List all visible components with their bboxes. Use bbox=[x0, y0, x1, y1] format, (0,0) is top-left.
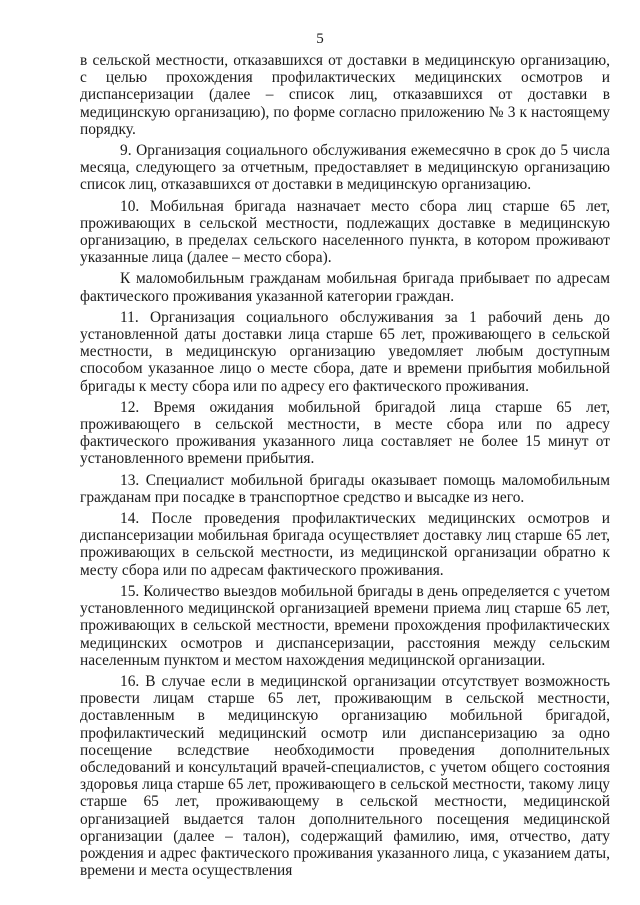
paragraph-14: 14. После проведения профилактических медицинских осмотров и диспансеризации мобильная бригада осуществляет доставку лиц старше 65 лет, проживающих в сельской местности, из медицинской организации обратно к месту сбора или по адресам фактического проживания. bbox=[80, 510, 610, 579]
paragraph-15: 15. Количество выездов мобильной бригады в день определяется с учетом установленного медицинской организацией времени приема лиц старше 65 лет, проживающих в сельской местности, времени прохождения профилактических медицинских осмотров и диспансеризации, расстояния между сельским населенным пунктом и местом нахождения медицинской организации. bbox=[80, 582, 610, 669]
paragraph-9: 9. Организация социального обслуживания ежемесячно в срок до 5 числа месяца, следующего за отчетным, предоставляет в медицинскую организацию список лиц, отказавшихся от доставки в медицинскую организацию. bbox=[80, 142, 610, 194]
document-body bbox=[80, 52, 610, 879]
paragraph-10: 10. Мобильная бригада назначает место сбора лиц старше 65 лет, проживающих в сельской местности, подлежащих доставке в медицинскую организацию, в пределах сельского населенного пункта, в котором проживают указанные лица (далее – место сбора). bbox=[80, 197, 610, 267]
paragraph-10-low-mobility: К маломобильным гражданам мобильная бригада прибывает по адресам фактического проживания указанной категории граждан. bbox=[80, 270, 610, 305]
paragraph-16: 16. В случае если в медицинской организации отсутствует возможность провести лицам старше 65 лет, проживающим в сельской местности, доставленным в медицинскую организацию мобильной бригадой, профилактический медицинский осмотр или диспансеризацию за одно посещение вследствие необходимости проведения дополнительных обследований и консультаций врачей-специалистов, с учетом общего состояния здоровья лица старше 65 лет, проживающего в сельской местности, такому лицу старше 65 лет, проживающему в сельской местности, медицинской организацией выдается талон дополнительного посещения медицинской организации (далее – талон), содержащий фамилию, имя, отчество, дату рождения и адрес фактического проживания указанного лица, с указанием даты, времени и места осуществления bbox=[80, 672, 610, 880]
paragraph-12: 12. Время ожидания мобильной бригадой лица старше 65 лет, проживающего в сельской местности, в месте сбора или по адресу фактического проживания указанного лица составляет не более 15 минут от установленного времени прибытия. bbox=[80, 398, 610, 468]
paragraph-continued: в сельской местности, отказавшихся от доставки в медицинскую организацию, с целью прохождения профилактических медицинских осмотров и диспансеризации (далее – список лиц, отказавшихся от доставки в медицинскую организацию), по форме согласно приложению № 3 к настоящему порядку. bbox=[80, 52, 610, 138]
paragraph-11: 11. Организация социального обслуживания за 1 рабочий день до установленной даты доставки лица старше 65 лет, проживающего в сельской местности, в медицинскую организацию уведомляет любым доступным способом указанное лицо о месте сбора, дате и времени прибытия мобильной бригады к месту сбора или по адресу его фактического проживания. bbox=[80, 308, 610, 395]
paragraph-13: 13. Специалист мобильной бригады оказывает помощь маломобильным гражданам при посадке в транспортное средство и высадке из него. bbox=[80, 471, 610, 506]
page-number: 5 bbox=[316, 31, 324, 47]
